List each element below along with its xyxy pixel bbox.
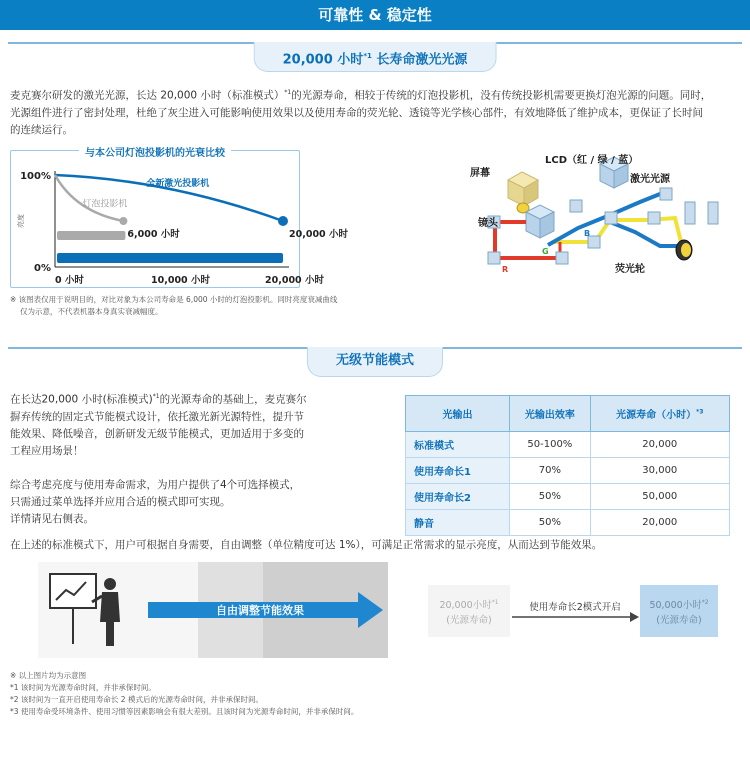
footnote-ref: *1: [284, 89, 292, 96]
section-title: [254, 42, 497, 72]
table-row: [406, 510, 730, 536]
eco-illustration-svg: [38, 562, 388, 658]
y-tick-label: 0%: [34, 263, 51, 274]
footnote-line: *2 该时间为一直开启使用寿命长 2 模式后的光源寿命时间，并非承保时间。: [10, 695, 263, 704]
table-cell: 静音: [406, 510, 510, 536]
eco-line5: 综合考虑亮度与使用寿命需求，为用户提供了4个可选择模式，: [10, 478, 301, 491]
mode-table: [405, 395, 730, 536]
series-line-lamp: [55, 175, 123, 221]
footnote-ref: *1: [152, 393, 160, 400]
bar-laser: [57, 253, 283, 263]
section-title-hours: 20,000 小时: [282, 52, 364, 68]
table-cell: 20,000: [590, 432, 729, 458]
laser-label: 激光光源: [630, 174, 670, 185]
table-row: [406, 432, 730, 458]
table-cell: 50,000: [590, 484, 729, 510]
footnotes: [10, 670, 745, 718]
table-row: [406, 458, 730, 484]
eco-label: 自由调整节能效果: [216, 604, 304, 617]
table-cell: 20,000: [590, 510, 729, 536]
point-laser-end: [278, 216, 288, 226]
table-cell: 使用寿命长2: [406, 484, 510, 510]
table-header: 光输出效率: [510, 396, 590, 432]
box-b-caption: (光源寿命): [656, 615, 702, 627]
brightness-chart-svg: [11, 151, 348, 289]
table-row: [406, 484, 730, 510]
table-cell: 标准模式: [406, 432, 510, 458]
footnote-ref: *1: [363, 52, 372, 60]
lens-label: 镜头: [478, 218, 498, 229]
flow-arrow-icon: [510, 585, 640, 637]
screen-label: 屏幕: [470, 168, 490, 179]
x-tick-label: 20,000 小时: [265, 275, 324, 286]
chart-note-line1: ※ 该图表仅用于说明目的，对比对象为本公司寿命是 6,000 小时的灯泡投影机。同时亮度衰减曲线: [10, 295, 338, 304]
optical-diagram-svg: [460, 150, 740, 290]
y-axis-label: 亮度: [17, 214, 25, 228]
section-title-rest: 长寿命激光光源: [376, 52, 468, 68]
lifetime-box-long2: [640, 585, 718, 637]
footnote-line: *3 使用寿命受环境条件、使用习惯等因素影响会有很大差别。且该时间为光源寿命时间，并非承保时间。: [10, 707, 359, 716]
eco-line1a: 在长达20,000 小时(标准模式): [10, 393, 153, 406]
brightness-chart: [10, 150, 348, 288]
eco-paragraph: [10, 388, 350, 528]
end-label-lamp: 6,000 小时: [127, 229, 180, 240]
table-cell: 50%: [510, 484, 590, 510]
flow-arrow: [510, 585, 640, 637]
chart-note-line2: 仅为示意，不代表机器本身真实衰减幅度。: [20, 307, 163, 316]
eco-line4: 工程应用场景！: [10, 444, 84, 457]
red-label: R: [502, 265, 509, 274]
bar-lamp: [57, 231, 125, 240]
blue-label: B: [584, 229, 591, 238]
chart-title: 与本公司灯泡投影机的光衰比较: [10, 144, 300, 159]
prism-icon: [526, 205, 554, 238]
end-label-laser: 20,000 小时: [289, 229, 348, 240]
table-cell: 使用寿命长1: [406, 458, 510, 484]
footnote-line: ※ 以上图片均为示意图: [10, 671, 87, 680]
box-a-caption: (光源寿命): [446, 615, 492, 627]
intro-line1a: 麦克赛尔研发的激光光源，长达 20,000 小时（标准模式）: [10, 89, 285, 102]
table-header: 光输出: [406, 396, 510, 432]
eco-illustration: [38, 562, 388, 658]
eco-line7: 详情请见右侧表。: [10, 512, 94, 525]
table-cell: 50%: [510, 510, 590, 536]
box-b-hours: 50,000小时: [649, 600, 702, 612]
lcd-label: LCD（红 / 绿 / 蓝）: [545, 155, 639, 166]
table-cell: 70%: [510, 458, 590, 484]
green-label: G: [542, 247, 549, 256]
y-tick-label: 100%: [20, 171, 51, 182]
blue-light-branch: [610, 222, 682, 246]
series-name-lamp: 灯泡投影机: [82, 199, 128, 210]
lifetime-box-standard: [428, 585, 510, 637]
section-header-eco: [8, 347, 742, 379]
footnote-ref: *3: [696, 408, 704, 416]
screen-box-icon: [508, 172, 538, 206]
phosphor-wheel-icon: [676, 240, 692, 260]
box-a-hours: 20,000小时: [439, 600, 492, 612]
chart-note: [10, 294, 390, 318]
adjust-paragraph: 在上述的标准模式下，用户可根据自身需要，自由调整（单位精度可达 1%），可满足正常需求的显示亮度，从而达到节能效果。: [10, 539, 603, 551]
optical-diagram: [460, 150, 740, 290]
footnote-line: *1 该时间为光源寿命时间，并非承保时间。: [10, 683, 156, 692]
wheel-label: 荧光轮: [615, 264, 645, 275]
section-title: 无级节能模式: [307, 347, 443, 377]
page-title: 可靠性 & 稳定性: [0, 0, 750, 30]
flow-label: 使用寿命长2模式开启: [529, 602, 621, 613]
eco-line3: 能效果、降低噪音，创新研发无级节能模式，更加适用于多变的: [10, 427, 304, 440]
table-cell: 50-100%: [510, 432, 590, 458]
series-name-laser: 全新激光投影机: [146, 179, 210, 190]
intro-line2: 光源组件进行了密封处理，杜绝了灰尘进入可能影响使用效果以及使用寿命的荧光轮、透镜等光学核心部件，有效地降低了维护成本，更保证了长时间: [10, 106, 703, 119]
point-lamp-end: [119, 217, 127, 225]
intro-line1b: 的光源寿命，相较于传统的灯泡投影机，没有传统投影机需要更换灯泡光源的问题。同时，: [291, 89, 712, 102]
eco-line1b: 的光源寿命的基础上，麦克赛尔: [159, 393, 307, 406]
eco-line2: 摒弃传统的固定式节能模式设计，依托激光新光源特性，提升节: [10, 410, 304, 423]
intro-paragraph: [10, 84, 745, 139]
x-tick-label: 10,000 小时: [151, 275, 210, 286]
x-tick-label: 0 小时: [55, 275, 84, 286]
eco-line6: 只需通过菜单选择并应用合适的模式即可实现。: [10, 495, 231, 508]
table-header-row: [406, 396, 730, 432]
section-header-laser: [8, 42, 742, 74]
table-cell: 30,000: [590, 458, 729, 484]
footnote-ref: *2: [701, 599, 709, 606]
intro-line3: 的连续运行。: [10, 123, 73, 136]
footnote-ref: *1: [491, 599, 499, 606]
table-header: 光源寿命（小时）$^{*3}$: [590, 396, 729, 432]
